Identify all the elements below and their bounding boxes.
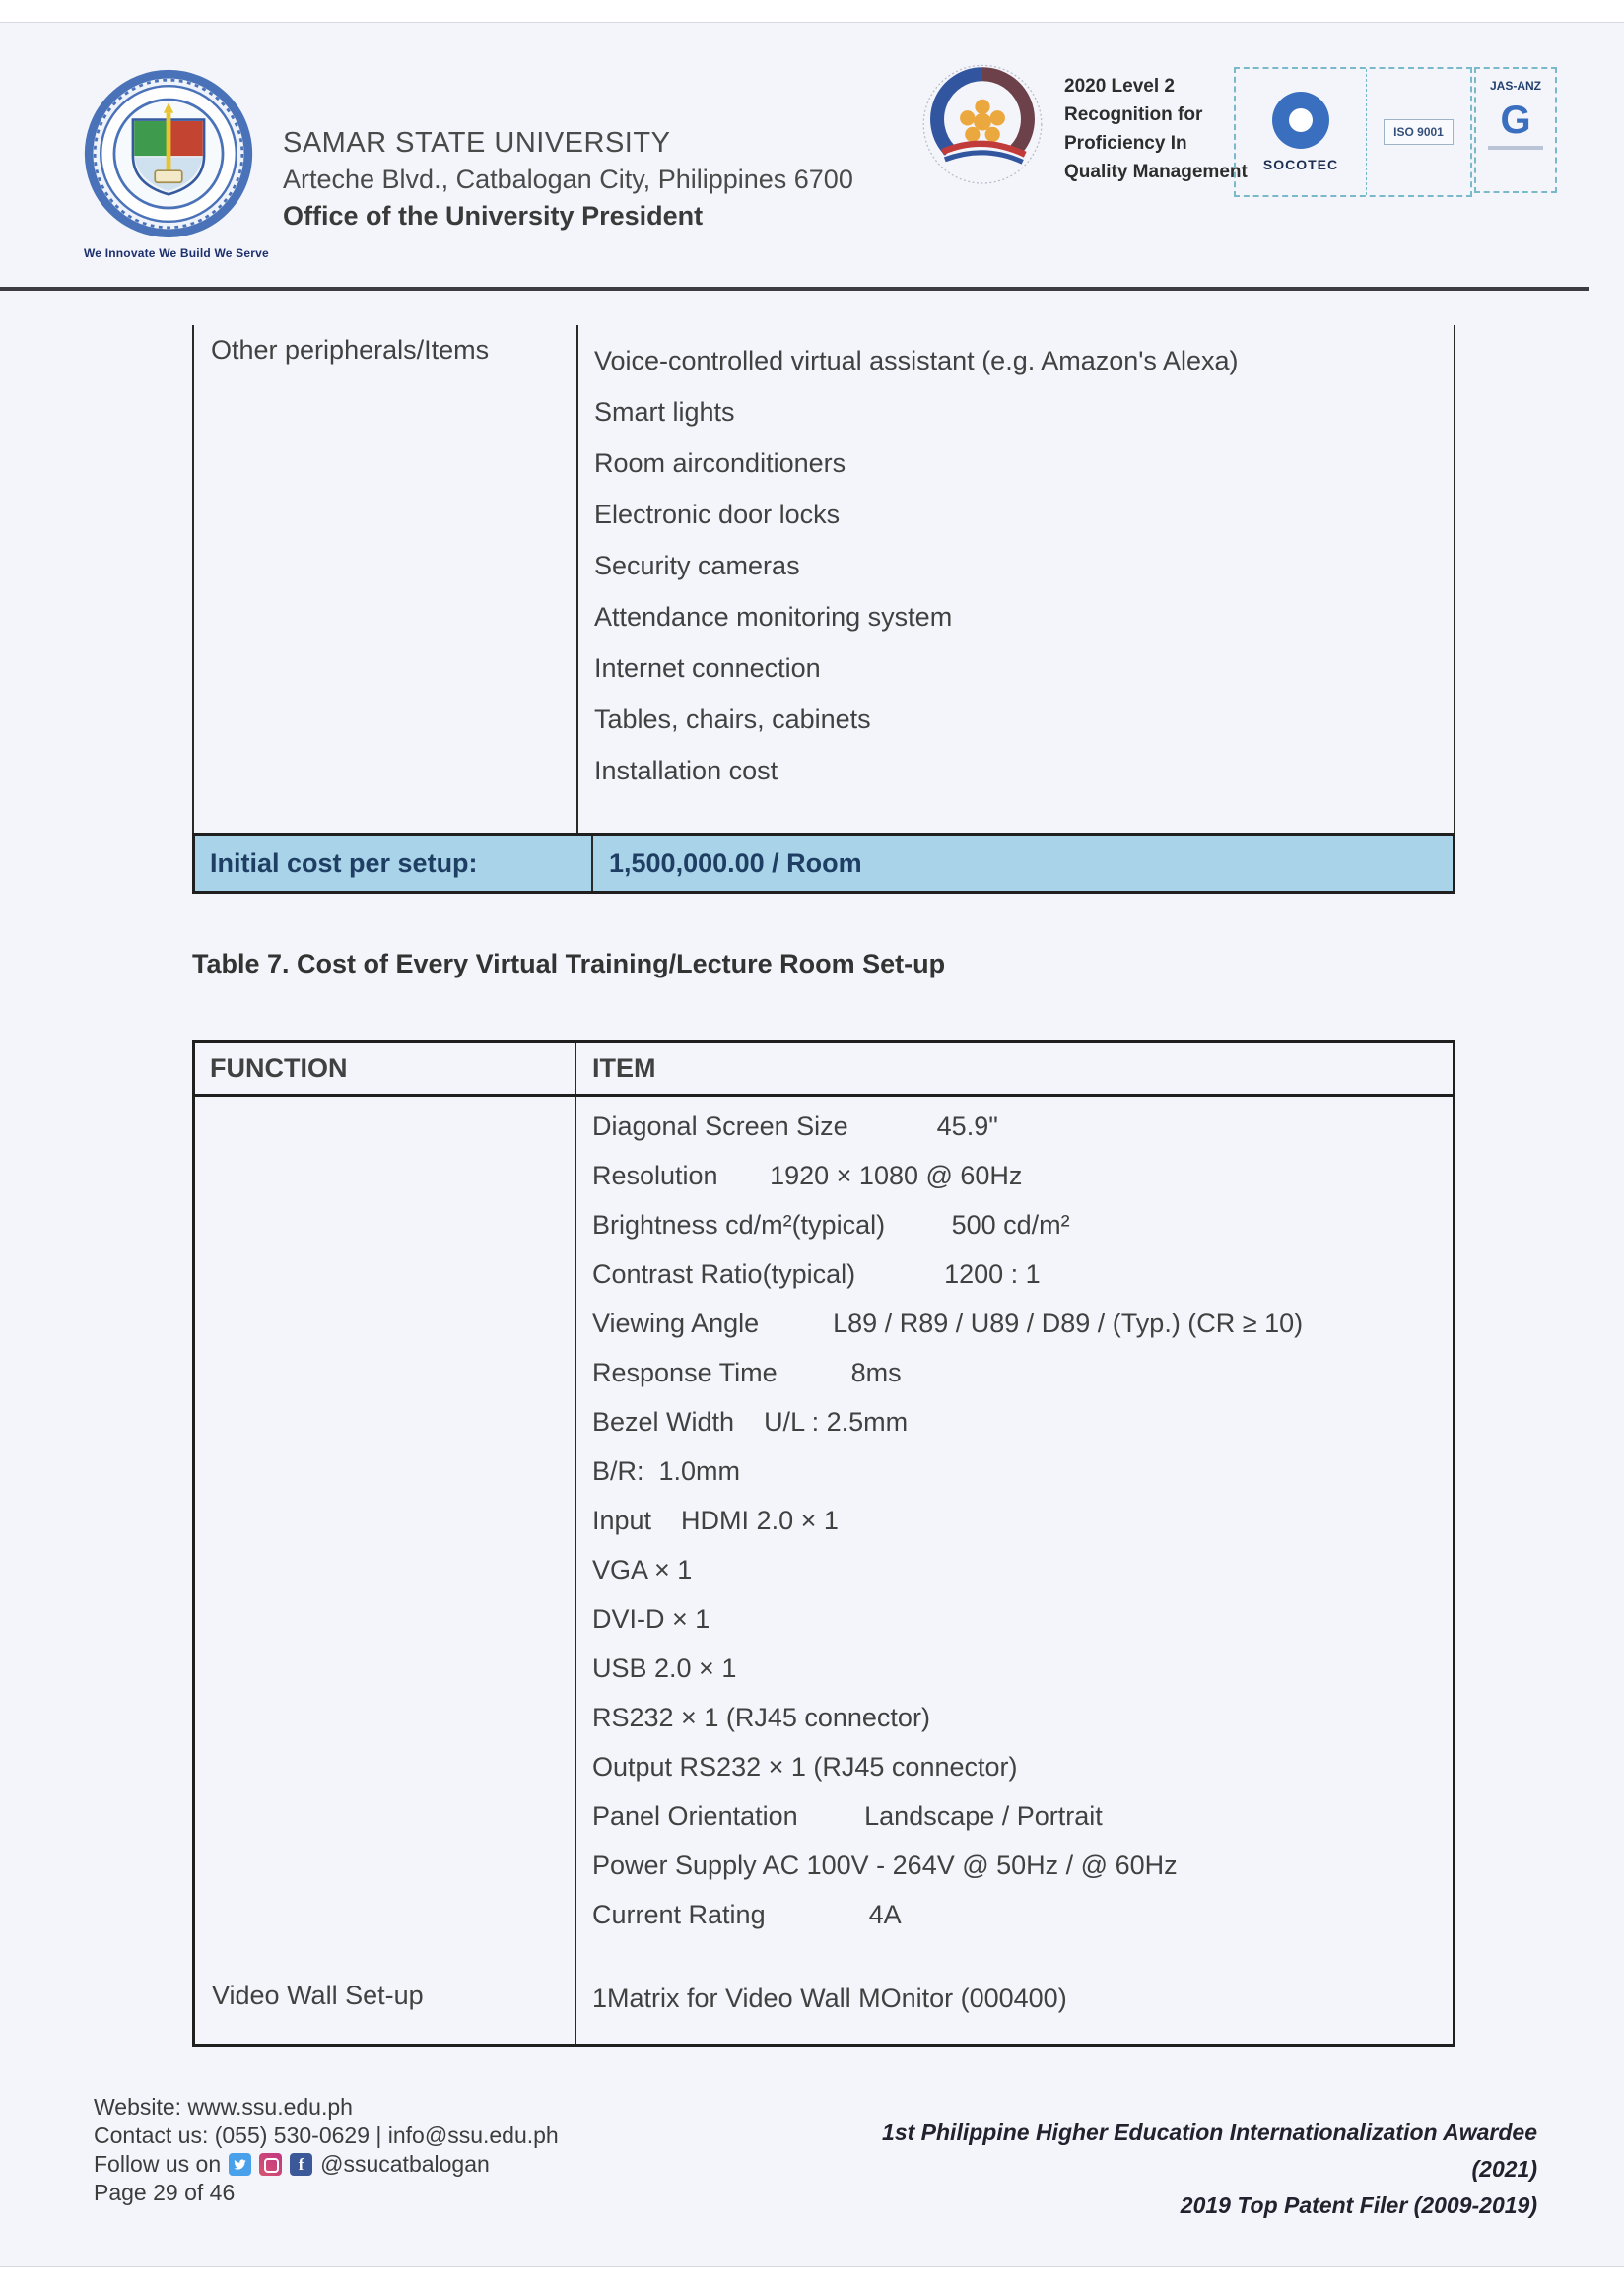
initial-cost-value: 1,500,000.00 / Room [609,847,862,878]
monitor-spec-line: Resolution 1920 × 1080 @ 60Hz [592,1160,1023,1190]
university-name: SAMAR STATE UNIVERSITY [283,127,671,159]
peripherals-item: Attendance monitoring system [594,601,953,632]
table7-cost-table [192,1040,1455,2047]
item-column [576,1097,1453,2044]
footer-contact-block [94,2093,705,2207]
socotec-logo-block [1236,69,1366,195]
peripherals-table-row [192,325,1455,833]
monitor-spec-line: USB 2.0 × 1 [592,1652,737,1683]
monitor-spec-line: Output RS232 × 1 (RJ45 connector) [592,1751,1018,1782]
footer-contact: Contact us: (055) 530-0629 | info@ssu.edu.ph [94,2122,559,2148]
footer-follow-text: Follow us on [94,2151,222,2177]
monitor-spec-line: Power Supply AC 100V - 264V @ 50Hz / @ 60Hz [592,1850,1178,1880]
pqa-line: Proficiency In [1064,133,1187,154]
monitor-spec-line: Current Rating 4A [592,1899,902,1929]
peripherals-item: Tables, chairs, cabinets [594,704,871,734]
philippine-quality-award-logo [919,59,1046,197]
footer-awards-block [867,2115,1537,2224]
office-name: Office of the University President [283,201,704,231]
monitor-spec-line: Bezel Width U/L : 2.5mm [592,1406,909,1437]
iso-block [1366,69,1470,195]
monitor-spec-line: DVI-D × 1 [592,1603,710,1634]
peripherals-row-label: Other peripherals/Items [194,325,578,833]
scan-edge-top [0,0,1624,23]
table7-header-row [195,1043,1453,1097]
footer-social-handle: @ssucatbalogan [320,2151,490,2177]
pqa-line: 2020 Level 2 [1064,76,1175,97]
monitor-spec-line: Panel Orientation Landscape / Portrait [592,1800,1103,1831]
socotec-label: SOCOTEC [1262,157,1339,172]
facebook-icon: f [290,2153,312,2176]
footer-page-number: Page 29 of 46 [94,2180,236,2205]
instagram-icon [259,2153,282,2176]
monitor-spec-line: Input HDMI 2.0 × 1 [592,1505,839,1535]
monitor-spec-line: Brightness cd/m²(typical) 500 cd/m² [592,1209,1070,1240]
peripherals-item: Room airconditioners [594,447,846,478]
footer-award-line: 1st Philippine Higher Education Internationalization Awardee (2021) [882,2120,1537,2182]
iso-9001-badge: ISO 9001 [1384,119,1454,145]
peripherals-item: Voice-controlled virtual assistant (e.g. Amazon's Alexa) [594,345,1239,375]
initial-cost-label: Initial cost per setup: [195,836,593,891]
peripherals-item: Internet connection [594,652,821,683]
twitter-icon [229,2153,251,2176]
university-address: Arteche Blvd., Catbalogan City, Philippines 6700 [283,165,853,194]
monitor-spec-line: Response Time 8ms [592,1357,902,1387]
peripherals-item: Security cameras [594,550,800,580]
pqa-line: Quality Management [1064,162,1248,182]
socotec-icon [1272,92,1329,149]
monitor-spec-list [592,1102,1453,1939]
letterhead-text-block [283,125,914,235]
initial-cost-summary-row [192,833,1455,894]
jas-anz-small-text [1488,146,1543,150]
monitor-spec-line: Diagonal Screen Size 45.9" [592,1111,998,1141]
peripherals-item: Smart lights [594,396,735,427]
function-video-wall-setup: Video Wall Set-up [212,1981,424,2010]
table7-caption: Table 7. Cost of Every Virtual Training/Lecture Room Set-up [192,949,946,978]
monitor-spec-line: Viewing Angle L89 / R89 / U89 / D89 / (Typ.) (CR ≥ 10) [592,1308,1304,1338]
footer-website: Website: www.ssu.edu.ph [94,2094,353,2120]
footer-social-row [94,2150,705,2179]
scan-edge-bottom [0,2266,1624,2289]
pqa-line: Recognition for [1064,104,1203,125]
function-column [195,1097,576,2044]
jas-anz-icon: G [1500,99,1531,142]
column-header-item: ITEM [592,1052,656,1083]
monitor-spec-line: VGA × 1 [592,1554,693,1584]
footer-award-line: 2019 Top Patent Filer (2009-2019) [1180,2192,1537,2218]
monitor-spec-line: Contrast Ratio(typical) 1200 : 1 [592,1258,1041,1289]
monitor-spec-line: B/R: 1.0mm [592,1455,741,1486]
jas-anz-label: JAS-ANZ [1489,79,1541,93]
ssu-university-seal-logo [84,69,253,238]
column-header-function: FUNCTION [195,1043,576,1094]
item-video-wall-matrix: 1Matrix for Video Wall MOnitor (000400) [592,1984,1067,2013]
peripherals-item: Electronic door locks [594,499,841,529]
jas-anz-certification-mark [1474,67,1557,193]
monitor-spec-line: RS232 × 1 (RJ45 connector) [592,1702,930,1732]
peripherals-item: Installation cost [594,755,778,785]
socotec-certification-mark [1234,67,1472,197]
peripherals-item-list [578,325,1454,833]
university-motto: We Innovate We Build We Serve [84,246,269,260]
header-divider-rule [0,287,1589,291]
table7-body [195,1097,1453,2044]
